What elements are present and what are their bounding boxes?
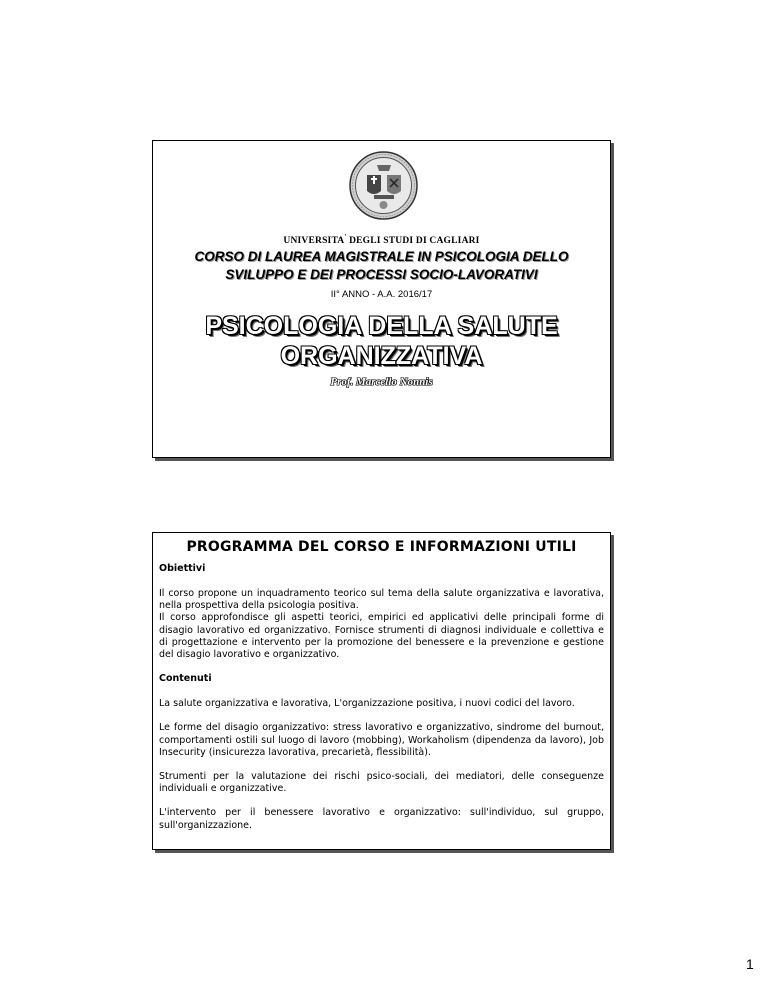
contents-paragraph-2: Le forme del disagio organizzativo: stress lavorativo e organizzativo, sindrome del burnout, comportamenti ostili sul luogo di lavoro (mobbing), Workaholism (dipendenza da lavoro), Job Insecurity (insicurezza lavorativa, precarietà, flessibilità). bbox=[159, 722, 604, 758]
program-slide bbox=[152, 532, 611, 850]
objectives-paragraph-1: Il corso propone un inquadramento teorico sul tema della salute organizzativa e lavorativa, nella prospettiva della psicologia positiva. bbox=[159, 588, 604, 612]
course-line-1: CORSO DI LAUREA MAGISTRALE IN PSICOLOGIA DELLO bbox=[194, 249, 569, 264]
university-seal-icon bbox=[349, 151, 418, 220]
academic-year: II° ANNO - A.A. 2016/17 bbox=[330, 289, 433, 300]
course-title bbox=[153, 311, 610, 371]
page-number: 1 bbox=[746, 956, 754, 972]
contents-paragraph-4: L'intervento per il benessere lavorativo e organizzativo: sull'individuo, sul gruppo, sull'organizzazione. bbox=[159, 807, 604, 831]
university-name: UNIVERSITA' DEGLI STUDI DI CAGLIARI bbox=[283, 233, 480, 247]
objectives-heading: Obiettivi bbox=[159, 563, 206, 574]
course-title-line-1: PSICOLOGIA DELLA SALUTE bbox=[205, 312, 558, 340]
course-line-2: SVILUPPO E DEI PROCESSI SOCIO-LAVORATIVI bbox=[225, 267, 538, 282]
contents-paragraph-1: La salute organizzativa e lavorativa, L'organizzazione positiva, i nuovi codici del lavoro. bbox=[159, 698, 575, 710]
contents-paragraph-3: Strumenti per la valutazione dei rischi psico-sociali, dei mediatori, delle conseguenze individuali e organizzative. bbox=[159, 771, 604, 795]
contents-heading: Contenuti bbox=[159, 673, 212, 685]
course-name bbox=[153, 248, 610, 284]
title-slide bbox=[152, 140, 611, 458]
professor-name: Prof. Marcello Nonnis bbox=[330, 376, 433, 388]
objectives-text bbox=[159, 588, 604, 661]
objectives-paragraph-2: Il corso approfondisce gli aspetti teorici, empirici ed applicativi delle principali forme di disagio lavorativo ed organizzativo. Fornisce strumenti di diagnosi individuale e collettiva e di progettazione e intervento per la promozione del benessere e la prevenzione e gestione del disagio lavorativo e organizzativo. bbox=[159, 612, 604, 661]
course-title-line-2: ORGANIZZATIVA bbox=[280, 342, 483, 370]
program-title: PROGRAMMA DEL CORSO E INFORMAZIONI UTILI bbox=[186, 539, 577, 555]
